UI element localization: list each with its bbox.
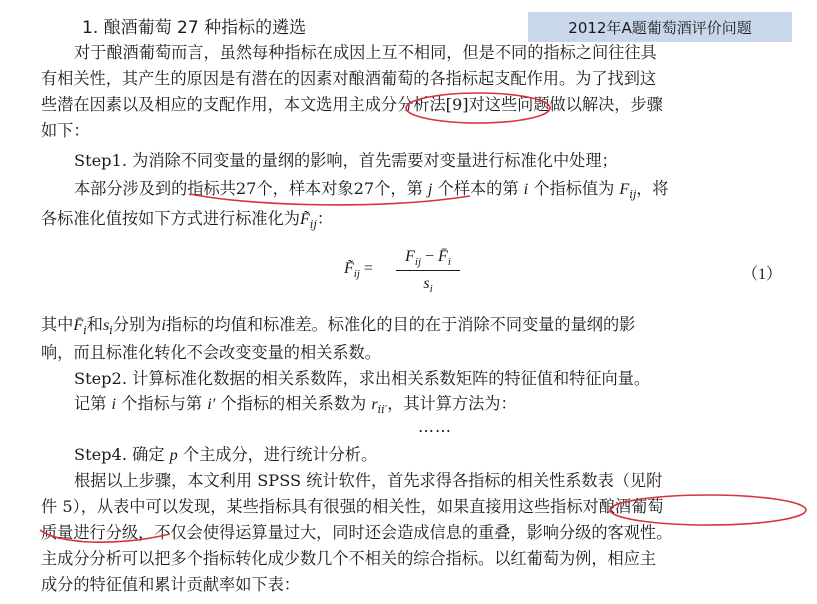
paragraph-5-line-5: 成分的特征值和累计贡献率如下表： [41, 575, 300, 594]
math-subscript: i [429, 283, 433, 295]
math-subscript: i [447, 256, 451, 268]
paragraph-3-line-1 [41, 314, 635, 342]
math-subscript: ij [629, 188, 637, 201]
math-subscript: ij [353, 268, 360, 280]
text-segment: ，将 [636, 179, 669, 198]
math-subscript: i [83, 324, 87, 337]
text-segment: ，其计算方法为： [387, 394, 517, 413]
math-F: F [619, 180, 630, 198]
text-segment: 个指标的相关系数为 [220, 394, 367, 413]
math-subscript: i [109, 324, 113, 337]
paragraph-1-line-1: 对于酿酒葡萄而言，虽然每种指标在成因上互不相同，但是不同的指标之间往往具 [74, 43, 657, 62]
paragraph-1-line-4: 如下： [41, 121, 90, 140]
math-i: i [523, 180, 529, 198]
minus-sign: − [425, 248, 435, 265]
math-p: p [169, 446, 178, 464]
text-segment: 分别为 [112, 315, 162, 334]
formula-lhs [344, 260, 373, 280]
text-segment: 其中 [41, 315, 74, 334]
paragraph-5-line-1: 根据以上步骤，本文利用 SPSS 统计软件，首先求得各指标的相关性系数表（见附 [74, 471, 663, 490]
math-F-tilde: F̃ [344, 260, 354, 277]
paragraph-5-line-3: 质量进行分级，不仅会使得运算量过大，同时还会造成信息的重叠，影响分级的客观性。 [41, 523, 673, 542]
math-F: F [405, 248, 415, 265]
text-segment: 个样本的第 [437, 179, 519, 198]
ellipsis-omission: …… [418, 417, 452, 436]
step-1-text: Step1. 为消除不同变量的量纲的影响，首先需要对变量进行标准化中处理； [74, 151, 618, 170]
math-subscript: ij [309, 218, 317, 231]
text-segment: ： [316, 209, 334, 228]
paragraph-2-line-1 [74, 178, 669, 206]
text-segment: 个指标与第 [121, 394, 203, 413]
math-s: s [423, 275, 430, 292]
paragraph-2-line-2 [41, 208, 333, 236]
section-heading: 1. 酿酒葡萄 27 种指标的遴选 [82, 18, 307, 38]
paragraph-1-line-2: 有相关性，其产生的原因是有潜在的因素对酿酒葡萄的各指标起支配作用。为了找到这 [41, 69, 657, 88]
text-segment: 个主成分，进行统计分析。 [182, 445, 378, 464]
math-i-prime: i′ [207, 395, 216, 413]
equation-number: （1） [742, 266, 783, 283]
math-F-bar: F̄ [73, 316, 84, 334]
text-segment: 指标的均值和标准差。标准化的目的在于消除不同变量的量纲的影 [165, 315, 636, 334]
math-j: j [427, 180, 433, 198]
text-segment: 本部分涉及到的指标共27个，样本对象27个，第 [74, 179, 423, 198]
equals-sign: = [363, 260, 373, 277]
formula-fraction [396, 246, 460, 295]
step-4-text [74, 444, 377, 466]
math-i: i [111, 395, 117, 413]
text-segment: 和 [86, 315, 103, 334]
math-s: s [102, 316, 110, 334]
equation-1 [344, 246, 464, 298]
math-subscript: ii′ [377, 403, 388, 416]
text-segment: 个指标值为 [533, 179, 615, 198]
text-segment: 记第 [74, 394, 107, 413]
fraction-bar [396, 270, 460, 271]
paragraph-5-line-2: 件 5），从表中可以发现，某些指标具有很强的相关性，如果直接用这些指标对酿酒葡萄 [41, 497, 664, 516]
fraction-numerator [396, 246, 460, 268]
paragraph-1-line-3: 些潜在因素以及相应的支配作用，本文选用主成分分析法[9]对这些问题做以解决，步骤 [41, 95, 663, 114]
text-segment: 各标准化值按如下方式进行标准化为 [41, 209, 300, 228]
paragraph-3-line-2: 响，而且标准化转化不会改变变量的相关系数。 [41, 343, 381, 362]
math-F-bar: F̄ [438, 248, 448, 265]
math-F-tilde: F̃ [300, 210, 310, 228]
math-subscript: ij [414, 256, 422, 268]
fraction-denominator [396, 273, 460, 295]
paragraph-5-line-4: 主成分分析可以把多个指标转化成少数几个不相关的综合指标。以红葡萄为例，相应主 [41, 549, 657, 568]
step-2-text: Step2. 计算标准化数据的相关系数阵，求出相关系数矩阵的特征值和特征向量。 [74, 369, 651, 388]
math-r: r [371, 395, 378, 413]
problem-title-badge: 2012年A题葡萄酒评价问题 [528, 12, 792, 42]
text-segment: Step4. 确定 [74, 445, 165, 464]
math-i: i [161, 316, 166, 334]
